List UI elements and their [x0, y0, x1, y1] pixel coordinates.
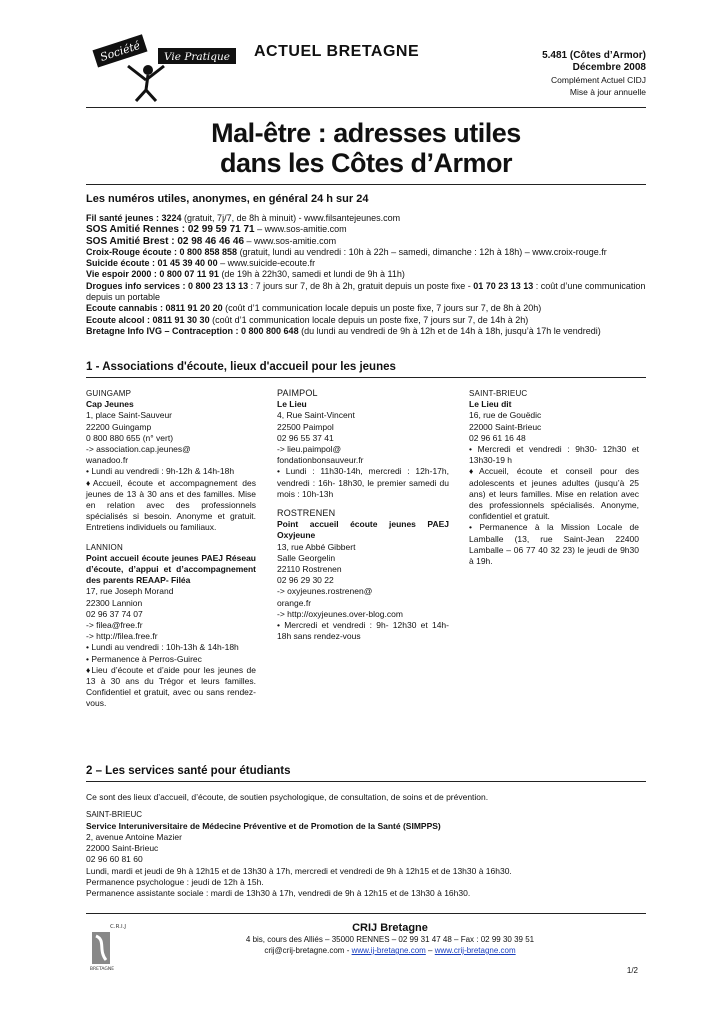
service-name-number: Croix-Rouge écoute : 0 800 858 858 — [86, 246, 238, 257]
detail-line: • Lundi au vendredi : 10h-13h & 14h-18h — [86, 642, 239, 653]
page-title — [86, 118, 646, 178]
detail-line: 17, rue Joseph Morand — [86, 586, 174, 597]
detail-line: • Mercredi et vendredi : 9h30- 12h30 et 13h30-19 h — [469, 444, 639, 466]
service-website-link[interactable]: www.filsantejeunes.com — [304, 213, 401, 223]
detail-line: Permanence assistante sociale : mardi de 13h30 à 17h, vendredi de 9h à 12h15 et de 13h30 à 16h30. — [86, 888, 471, 899]
footer-organization: CRIJ Bretagne — [352, 922, 428, 934]
useful-number-line — [86, 258, 646, 269]
detail-line: • Permanence à la Mission Locale de Lamballe (13, rue Saint-Jean 22400 Lamballe – 06 77 40 32 23) le jeudi de 9h30 à 19h. — [469, 522, 639, 567]
detail-line: -> lieu.paimpol@ — [277, 444, 342, 455]
service-name-number: Ecoute cannabis : 0811 91 20 20 — [86, 303, 223, 314]
student-health-services — [86, 792, 646, 900]
organization-details — [86, 832, 646, 900]
useful-number-line — [86, 224, 646, 235]
organization-details — [277, 410, 449, 500]
section-2-heading: 2 – Les services santé pour étudiants — [86, 765, 291, 777]
organization-details — [469, 410, 639, 567]
organization-details — [86, 410, 256, 533]
organization-name: Cap Jeunes — [86, 399, 134, 410]
city-label: LANNION — [86, 542, 123, 552]
useful-number-line — [86, 315, 646, 326]
organization-name: Point accueil écoute jeunes PAEJ Oxyjeune — [277, 519, 449, 541]
service-details: (coût d’1 communication locale depuis un poste fixe, 7 jours sur 7, de 14h à 2h) — [209, 314, 529, 325]
useful-numbers-list — [86, 213, 646, 337]
footer-address: 4 bis, cours des Alliés – 35000 RENNES – 02 99 31 47 48 – Fax : 02 99 30 39 51 — [245, 935, 535, 944]
document-date: Décembre 2008 — [572, 62, 646, 73]
detail-line: ♦Accueil, écoute et conseil pour des adolescents et jeunes adultes (jusqu’à 25 ans) et leurs familles. Mise en relation avec des professionnels spécialisés. Anonyme, confidentiel et gratuit. — [469, 466, 639, 522]
detail-line: 2, avenue Antoine Mazier — [86, 831, 182, 842]
detail-line: 02 96 60 81 60 — [86, 854, 143, 865]
detail-line: • Lundi : 11h30-14h, mercredi : 12h-17h, vendredi : 16h- 18h30, le premier samedi du mois : 10h-13h — [277, 466, 449, 499]
section-1-rule — [86, 377, 646, 378]
societe-vie-pratique-logo — [86, 30, 246, 102]
footer-link-ij-bretagne[interactable]: www.ij-bretagne.com — [351, 946, 426, 955]
detail-line: 22000 Saint-Brieuc — [86, 843, 159, 854]
useful-number-line — [86, 269, 646, 280]
detail-line: Salle Georgelin — [277, 552, 336, 563]
header-meta — [542, 50, 646, 98]
detail-line: • Mercredi et vendredi : 9h- 12h30 et 14h- 18h sans rendez-vous — [277, 620, 449, 642]
title-rule — [86, 184, 646, 185]
header-note-2: Mise à jour annuelle — [569, 87, 646, 97]
service-name-number: Fil santé jeunes : 3224 — [86, 213, 182, 223]
service-name-number: Drogues info services : 0 800 23 13 13 — [86, 280, 249, 291]
organization-name: Le Lieu — [277, 399, 307, 410]
detail-line: ♦Lieu d’écoute et d’aide pour les jeunes de 13 à 30 ans du Trégor et leurs familles. Confidentiel et gratuit, avec ou sans rendez-vous. — [86, 664, 256, 709]
footer-contacts — [140, 945, 640, 956]
title-line-2: dans les Côtes d’Armor — [219, 148, 513, 178]
svg-text:C.R.I.J: C.R.I.J — [110, 924, 126, 930]
footer-rule — [86, 913, 646, 914]
useful-numbers-heading: Les numéros utiles, anonymes, en général 24 h sur 24 — [86, 193, 369, 205]
document-reference: 5.481 (Côtes d’Armor) — [542, 50, 646, 61]
detail-line: -> association.cap.jeunes@ — [86, 444, 191, 455]
column-paimpol-rostrenen — [277, 388, 449, 642]
service-details: – www.suicide-ecoute.fr — [217, 258, 316, 269]
service-details: (de 19h à 22h30, samedi et lundi de 9h à 11h) — [218, 269, 405, 280]
brand-title: ACTUEL BRETAGNE — [254, 43, 420, 60]
detail-line: 02 96 29 30 22 — [277, 575, 334, 586]
logo-text-vie-pratique: Vie Pratique — [164, 51, 230, 63]
useful-number-line — [86, 326, 646, 337]
service-details: : 7 jours sur 7, de 8h à 2h, gratuit depuis un poste fixe - — [248, 280, 474, 291]
organization-details — [277, 542, 449, 643]
page-number: 1/2 — [626, 966, 638, 975]
service-name-number: SOS Amitié Rennes : 02 99 59 71 71 — [86, 224, 255, 236]
detail-line: 1, place Saint-Sauveur — [86, 410, 172, 421]
detail-line: 4, Rue Saint-Vincent — [277, 410, 355, 421]
detail-line: • Lundi au vendredi : 9h-12h & 14h-18h — [86, 466, 235, 477]
organization-name: Service Interuniversitaire de Médecine Préventive et de Promotion de la Santé (SIMPPS) — [86, 820, 441, 831]
useful-number-line — [86, 281, 646, 304]
organization-details — [86, 586, 256, 709]
footer-link-crij-bretagne[interactable]: www.crij-bretagne.com — [434, 946, 516, 955]
service-details: : coût d’une communication depuis un portable — [86, 280, 646, 303]
crij-logo — [86, 920, 136, 972]
city-label: ROSTRENEN — [277, 508, 336, 519]
useful-number-line — [86, 303, 646, 314]
city-label: SAINT-BRIEUC — [86, 810, 143, 820]
city-label: GUINGAMP — [86, 389, 132, 398]
detail-line: Lundi, mardi et jeudi de 9h à 12h15 et de 13h30 à 17h, mercredi et vendredi de 9h à 12h15 et de 13h30 à 16h30. — [86, 865, 512, 876]
section-1-heading: 1 - Associations d'écoute, lieux d'accueil pour les jeunes — [86, 361, 396, 373]
organization-name: Le Lieu dit — [469, 399, 512, 410]
detail-line: 22110 Rostrenen — [277, 564, 342, 575]
header-note-1: Complément Actuel CIDJ — [551, 75, 646, 85]
svg-text:BRETAGNE: BRETAGNE — [89, 967, 115, 972]
service-details: (gratuit, 7j/7, de 8h à minuit) - — [181, 213, 305, 223]
detail-line: 02 96 37 74 07 — [86, 608, 143, 619]
detail-line: 22300 Lannion — [86, 597, 143, 608]
detail-line: ♦Accueil, écoute et accompagnement des jeunes de 13 à 30 ans et des familles. Mise en relation avec des professionnels spécialisés si besoin. Anonyme et gratuit. Entretiens individuels ou familiaux. — [86, 477, 256, 533]
service-details: (du lundi au vendredi de 9h à 12h et de 14h à 18h, jusqu’à 17h le vendredi) — [298, 325, 601, 336]
detail-line: Permanence psychologue : jeudi de 12h à 15h. — [86, 877, 264, 888]
detail-line: 22500 Paimpol — [277, 421, 334, 432]
detail-line: 16, rue de Gouëdic — [469, 410, 542, 421]
organization-name: Point accueil écoute jeunes PAEJ Réseau d’écoute, d’appui et d’accompagnement des parents REAAP- Filéa — [86, 552, 256, 586]
detail-line: 0 800 880 655 (n° vert) — [86, 432, 174, 443]
logo-text-societe: Société — [98, 38, 142, 64]
detail-line: orange.fr — [277, 597, 312, 608]
detail-line: • Permanence à Perros-Guirec — [86, 653, 202, 664]
service-alt-number: 01 70 23 13 13 — [473, 280, 534, 291]
detail-line: wanadoo.fr — [86, 455, 129, 466]
section-2-intro: Ce sont des lieux d’accueil, d’écoute, de soutien psychologique, de consultation, de soins et de prévention. — [86, 792, 489, 802]
header-rule — [86, 107, 646, 108]
service-details: (coût d’1 communication locale depuis un poste fixe, 7 jours sur 7, de 8h à 20h) — [222, 303, 542, 314]
detail-line: -> oxyjeunes.rostrenen@ — [277, 586, 373, 597]
detail-line: fondationbonsauveur.fr — [277, 455, 364, 466]
column-saint-brieuc — [469, 388, 639, 567]
service-name-number: Ecoute alcool : 0811 91 30 30 — [86, 314, 210, 325]
service-name-number: Vie espoir 2000 : 0 800 07 11 91 — [86, 269, 219, 280]
footer-email: crij@crij-bretagne.com - — [264, 946, 352, 955]
service-details: – www.sos-amitie.com — [254, 224, 347, 235]
footer-separator: – — [425, 946, 435, 955]
detail-line: -> filea@free.fr — [86, 620, 143, 631]
service-details: (gratuit, lundi au vendredi : 10h à 22h – samedi, dimanche : 12h à 18h) – www.croix-rouge.fr — [237, 246, 607, 257]
page-header — [86, 30, 646, 110]
title-line-1: Mal-être : adresses utiles — [211, 118, 521, 148]
useful-number-line — [86, 213, 646, 224]
city-label: SAINT-BRIEUC — [469, 389, 528, 398]
detail-line: 02 96 61 16 48 — [469, 432, 526, 443]
page-footer — [140, 923, 640, 956]
city-label: PAIMPOL — [277, 388, 318, 398]
column-guingamp-lannion — [86, 388, 256, 710]
service-name-number: Bretagne Info IVG – Contraception : 0 800 800 648 — [86, 325, 299, 336]
useful-number-line — [86, 236, 646, 247]
service-name-number: SOS Amitié Brest : 02 98 46 46 46 — [86, 235, 245, 247]
useful-number-line — [86, 247, 646, 258]
detail-line: 22200 Guingamp — [86, 421, 152, 432]
detail-line: 02 96 55 37 41 — [277, 432, 334, 443]
detail-line: 22000 Saint-Brieuc — [469, 421, 542, 432]
detail-line: -> http://oxyjeunes.over-blog.com — [277, 608, 403, 619]
section-2-rule — [86, 781, 646, 782]
service-details: – www.sos-amitie.com — [244, 235, 337, 246]
service-name-number: Suicide écoute : 01 45 39 40 00 — [86, 258, 218, 269]
detail-line: -> http://filea.free.fr — [86, 631, 158, 642]
detail-line: 13, rue Abbé Gibbert — [277, 541, 356, 552]
